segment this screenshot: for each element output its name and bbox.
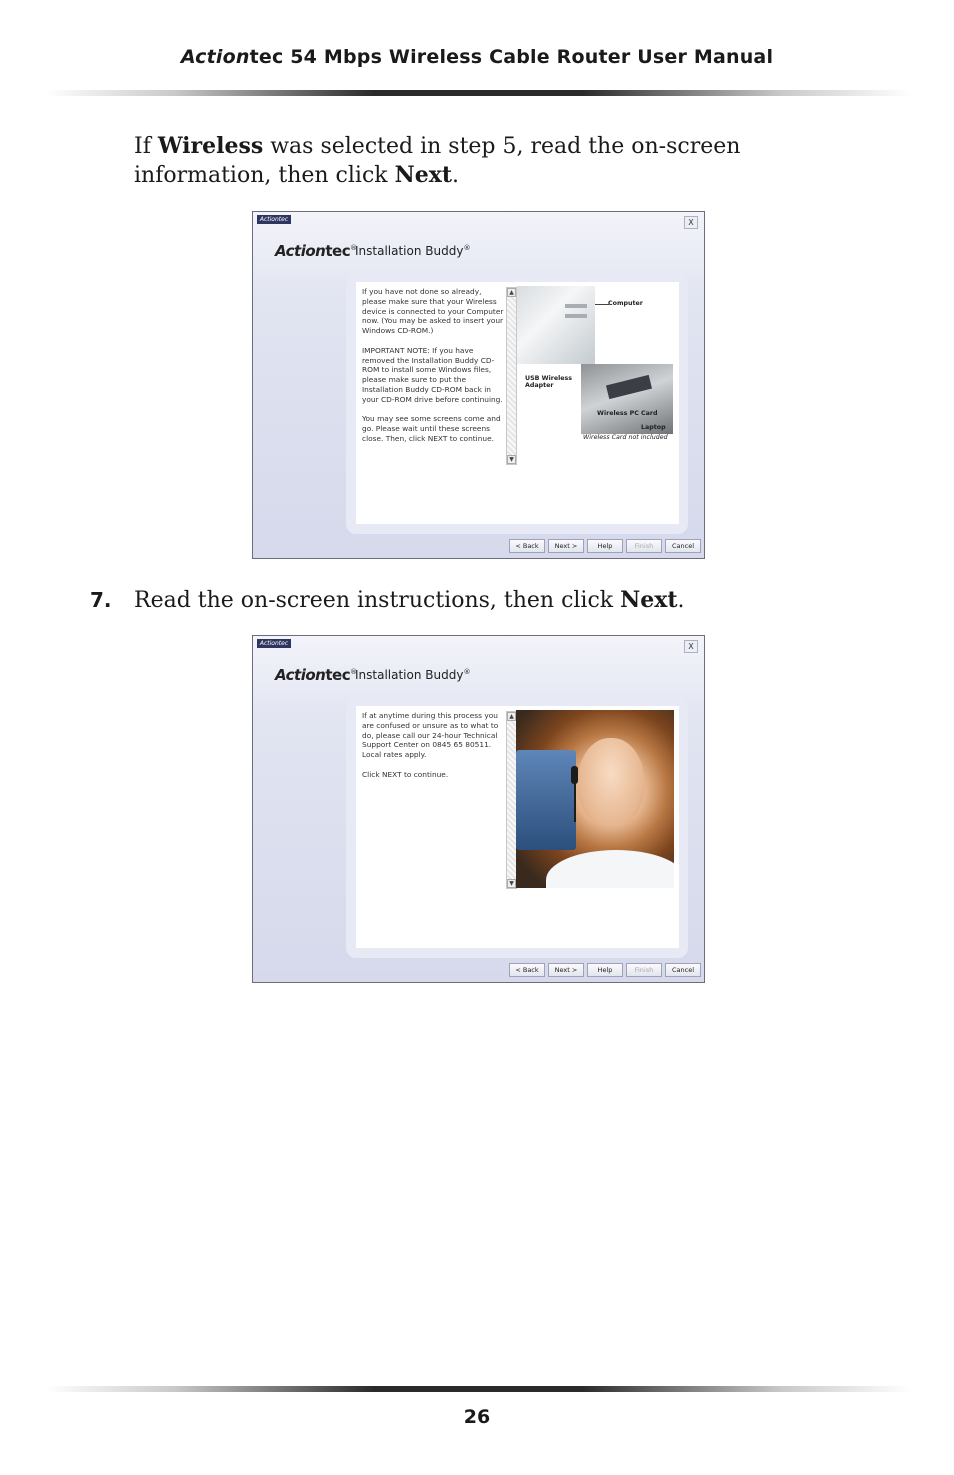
drive-slot <box>565 314 587 318</box>
next-button: Next > <box>548 963 584 977</box>
header-rule <box>45 90 911 96</box>
scroll-up-arrow-icon: ▲ <box>507 288 516 297</box>
intro-paragraph <box>134 132 814 190</box>
installation-buddy-screenshot-wireless <box>252 211 705 559</box>
scroll-down-arrow-icon: ▼ <box>507 879 516 888</box>
monitor-shape <box>516 750 576 850</box>
label-laptop: Laptop <box>641 424 666 431</box>
finish-button: Finish <box>626 539 662 553</box>
label-card-note: Wireless Card not included <box>583 434 668 441</box>
wizard-buttons <box>509 539 701 552</box>
product-name <box>355 668 470 682</box>
back-button: < Back <box>509 963 545 977</box>
header-title-text: tec 54 Mbps Wireless Cable Router User Manual <box>249 46 774 68</box>
pc-card-image <box>606 375 652 399</box>
titlebar-logo: Actiontec <box>257 639 291 648</box>
close-button: X <box>684 216 698 229</box>
instructions-scrollbar <box>506 287 517 465</box>
next-button: Next > <box>548 539 584 553</box>
header-brand-italic: Action <box>180 46 250 68</box>
brand-italic: Action <box>275 242 326 260</box>
shirt-shape <box>546 850 674 888</box>
registered-mark: ® <box>463 244 471 252</box>
label-pc-card: Wireless PC Card <box>597 410 658 417</box>
instructions-text: If at anytime during this process you are confused or unsure as to what to do, please call our 24-hour Technical Support Center on 0845 65 80511. Local rates apply. Click NEXT to continue. <box>362 711 499 779</box>
help-button: Help <box>587 963 623 977</box>
face-shape <box>578 738 644 826</box>
running-header <box>0 46 954 68</box>
step-text <box>134 586 685 615</box>
intro-text-3: . <box>452 163 459 188</box>
brand-rest: tec <box>325 666 351 684</box>
product-name <box>355 244 470 258</box>
brand-logo <box>275 666 357 684</box>
label-computer: Computer <box>608 300 643 307</box>
intro-text-1: If <box>134 134 158 159</box>
registered-mark: ® <box>350 244 357 252</box>
cancel-button: Cancel <box>665 963 701 977</box>
computer-leader-line <box>595 304 609 305</box>
drive-slot <box>565 304 587 308</box>
scroll-down-arrow-icon: ▼ <box>507 455 516 464</box>
step-number: 7. <box>90 588 112 612</box>
intro-text-2: was selected in step 5, read the on-screen information, then click <box>134 134 741 188</box>
cancel-button: Cancel <box>665 539 701 553</box>
brand-rest: tec <box>325 242 351 260</box>
label-usb-adapter: USB Wireless Adapter <box>525 375 573 389</box>
installation-buddy-screenshot-support <box>252 635 705 983</box>
product-name-text: Installation Buddy <box>355 668 464 682</box>
product-name-text: Installation Buddy <box>355 244 464 258</box>
step-text-1: Read the on-screen instructions, then click <box>134 588 621 613</box>
step-text-2: . <box>677 588 685 613</box>
titlebar-logo: Actiontec <box>257 215 291 224</box>
back-button: < Back <box>509 539 545 553</box>
registered-mark: ® <box>463 668 471 676</box>
footer-rule <box>45 1386 911 1392</box>
brand-italic: Action <box>275 666 326 684</box>
page-number: 26 <box>463 1406 491 1428</box>
close-button: X <box>684 640 698 653</box>
microphone-icon <box>574 782 576 822</box>
intro-bold-next: Next <box>394 162 452 188</box>
brand-logo <box>275 242 357 260</box>
help-button: Help <box>587 539 623 553</box>
scroll-up-arrow-icon: ▲ <box>507 712 516 721</box>
intro-bold-wireless: Wireless <box>157 133 264 159</box>
instructions-text: If you have not done so already, please make sure that your Wireless device is connected to your Computer now. (You may be asked to insert your Windows CD-ROM.) IMPORTANT NOTE: If you have removed the Installation Buddy CD-ROM to install some Windows files, please make sure to put the Installation Buddy CD-ROM back in your CD-ROM drive before continuing. You may see some screens come and go. Please wait until these screens close. Then, click NEXT to continue. <box>362 287 504 443</box>
wizard-buttons <box>509 963 701 976</box>
registered-mark: ® <box>350 668 357 676</box>
support-agent-photo <box>516 710 674 888</box>
connection-illustration <box>517 286 677 446</box>
step-bold-next: Next <box>620 587 678 613</box>
finish-button: Finish <box>626 963 662 977</box>
computer-image <box>517 286 595 364</box>
